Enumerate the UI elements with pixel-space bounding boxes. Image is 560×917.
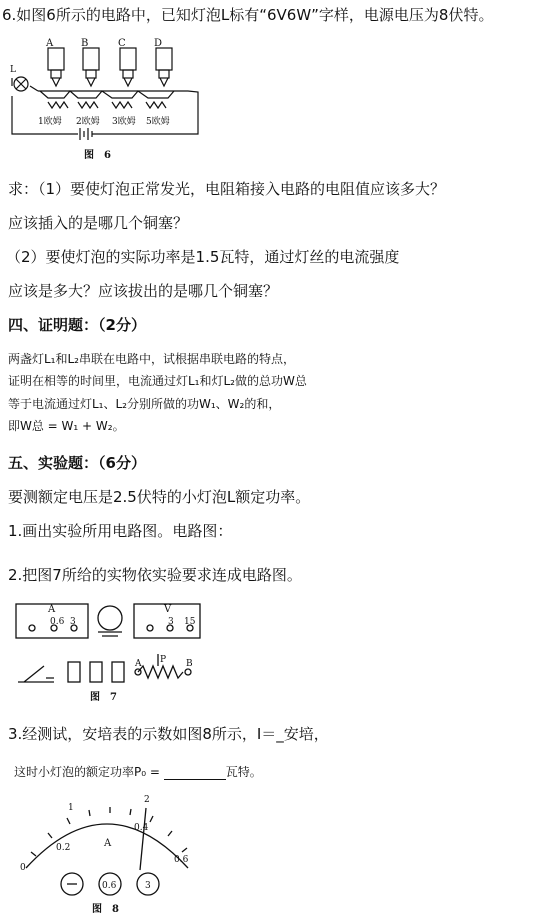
plug-label-c: C xyxy=(118,38,126,49)
resistor-label-5: 5欧姆 xyxy=(146,117,170,127)
section5-step2: 2.把图7所给的实物依实验要求连成电路图。 xyxy=(8,566,302,584)
ammeter-letter: A xyxy=(48,604,56,615)
scale-mark-06: 0.6 xyxy=(174,855,189,865)
figure-8 xyxy=(12,790,202,915)
power-prefix: 这时小灯泡的额定功率P₀ = xyxy=(14,765,164,779)
terminal-06: 0.6 xyxy=(102,881,117,891)
q6-ask1b: 应该插入的是哪几个铜塞？ xyxy=(8,214,189,232)
plug-label-b: B xyxy=(81,38,89,49)
figure-6 xyxy=(8,36,208,166)
resistor-label-1: 1欧姆 xyxy=(38,117,62,127)
ammeter-terminal-06: 0.6 xyxy=(50,617,65,627)
section5-step3b xyxy=(14,763,262,780)
section5-step1: 1.画出实验所用电路图。电路图： xyxy=(8,522,233,540)
voltmeter-letter: V xyxy=(164,604,172,615)
section4-line-1: 两盏灯L₁和L₂串联在电路中，试根据串联电路的特点， xyxy=(8,352,295,366)
section5-heading: 五、实验题：（6分） xyxy=(8,454,146,472)
figure-6-caption: 图 6 xyxy=(84,150,111,161)
resistor-label-3: 3欧姆 xyxy=(112,117,136,127)
resistor-label-2: 2欧姆 xyxy=(76,117,100,127)
plug-label-d: D xyxy=(154,38,163,49)
plug-label-a: A xyxy=(46,38,54,49)
section4-line-2: 证明在相等的时间里，电流通过灯L₁和灯L₂做的总功W总 xyxy=(8,374,307,388)
figure-7-caption: 图 7 xyxy=(90,692,117,703)
section4-heading: 四、证明题：（2分） xyxy=(8,316,146,334)
meter-letter: A xyxy=(104,838,112,849)
voltmeter-terminal-3: 3 xyxy=(168,617,174,627)
section4-line-4: 即W总 = W₁ + W₂。 xyxy=(8,419,125,433)
section5-task: 要测额定电压是2.5伏特的小灯泡L额定功率。 xyxy=(8,488,311,506)
q6-intro: 6.如图6所示的电路中，已知灯泡L标有“6V6W”字样，电源电压为8伏特。 xyxy=(2,6,494,24)
scale-mark-02: 0.2 xyxy=(56,843,71,853)
section4-line-3: 等于电流通过灯L₁、L₂分别所做的功W₁、W₂的和， xyxy=(8,397,281,411)
scale-mark-1: 1 xyxy=(68,803,74,813)
figure-7 xyxy=(10,596,210,706)
section5-step3: 3.经测试，安培表的示数如图8所示，I＝_安培， xyxy=(8,725,329,743)
ammeter-terminal-3: 3 xyxy=(70,617,76,627)
q6-ask1: 求：（1）要使灯泡正常发光，电阻箱接入电路的电阻值应该多大？ xyxy=(8,180,446,198)
q6-ask2b: 应该是多大？应该拔出的是哪几个铜塞？ xyxy=(8,282,279,300)
scale-mark-0: 0 xyxy=(20,863,26,873)
scale-mark-04: 0.4 xyxy=(134,823,149,833)
answer-blank[interactable] xyxy=(164,766,226,780)
lamp-label: L xyxy=(10,65,16,75)
rheostat-label-a: A xyxy=(135,659,142,669)
rheostat-label-p: P xyxy=(160,655,167,665)
voltmeter-terminal-15: 15 xyxy=(184,617,196,627)
terminal-3: 3 xyxy=(145,881,151,891)
rheostat-label-b: B xyxy=(186,659,193,669)
scale-mark-2: 2 xyxy=(144,795,150,805)
figure-8-caption: 图 8 xyxy=(92,904,119,915)
power-suffix: 瓦特。 xyxy=(225,765,262,779)
q6-ask2: （2）要使灯泡的实际功率是1.5瓦特，通过灯丝的电流强度 xyxy=(6,248,400,266)
